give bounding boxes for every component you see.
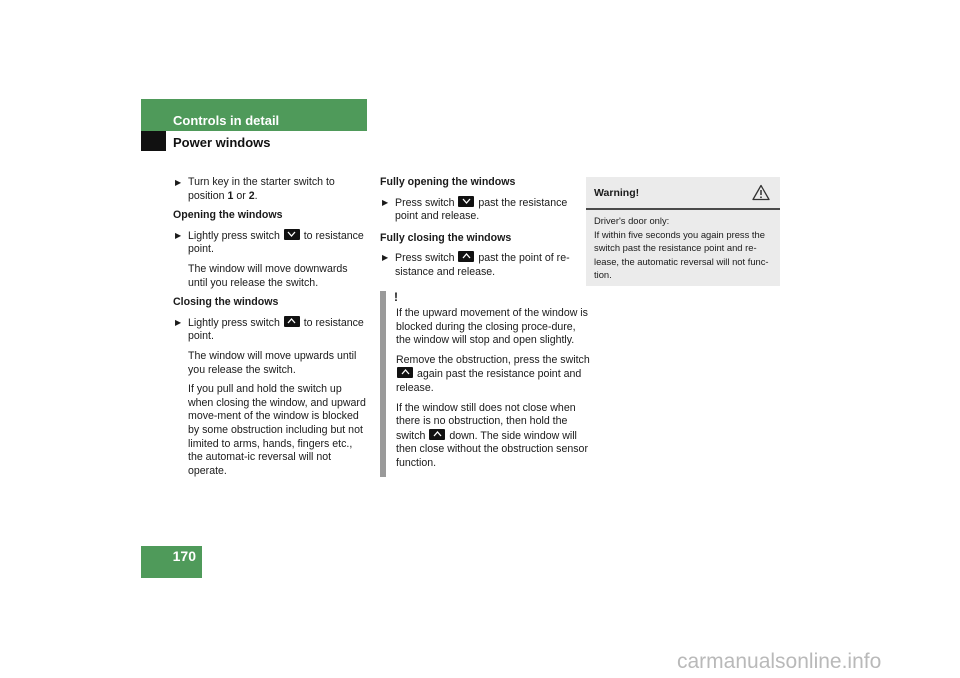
warning-heading: Warning! [594,187,640,199]
chevron-up-key-icon [458,251,474,262]
step-full-close: ▶ Press switch past the point of re-sistance and release. [382,252,570,278]
step-turn-key: ▶ Turn key in the starter switch to position 1 or 2. [175,176,335,202]
arrow-right-icon: ▶ [175,230,182,240]
watermark: carmanualsonline.info [677,650,882,673]
arrow-right-icon: ▶ [382,197,389,207]
full-open-heading: Fully opening the windows [380,176,516,188]
arrow-right-icon: ▶ [382,253,389,263]
warning-line-1: Driver's door only: [594,215,670,226]
position-1: 1 [227,189,234,202]
arrow-right-icon: ▶ [175,317,182,327]
notice-symbol: ! [394,290,398,304]
notice-para-1: If the upward movement of the window is blocked during the closing proce-dure, the window will stop and open slightly. [396,307,588,347]
page-number: 170 [172,548,196,564]
chevron-up-key-icon [397,367,413,378]
left-column [173,176,369,484]
opening-heading: Opening the windows [173,209,283,222]
warning-divider [586,208,780,210]
closing-note: If you pull and hold the switch up when closing the window, and upward move-ment of the window is blocked by some obstruction including but not limited to arms, hands, fingers etc., the automat-ic reversal will not operate. [188,383,366,477]
full-close-heading: Fully closing the windows [380,231,512,244]
chevron-down-key-icon [458,196,474,207]
warning-body [594,214,774,282]
notice-para-3: If the window still does not close when there is no obstruction, then hold the switch down. The side window will then close without the obstruction sensor function. [396,401,588,469]
right-column [380,176,576,286]
warning-box [586,177,780,286]
warning-triangle-icon [752,184,770,201]
closing-result: The window will move upwards until you release the switch. [188,349,357,376]
step-closing: ▶ Lightly press switch to resistance point. [175,316,364,343]
notice-box [380,291,592,477]
notice-para-2: Remove the obstruction, press the switch again past the resistance point and release. [396,353,590,394]
section-title: Controls in detail [173,113,280,128]
warning-text: If within five seconds you again press the switch past the resistance point and re-lease, the automatic reversal will not func-tion. [594,228,769,281]
chevron-up-key-icon [429,429,445,440]
step-opening: ▶ Lightly press switch to resistance point. [175,229,364,256]
header-marker [141,131,166,151]
opening-result: The window will move downwards until you release the switch. [188,262,348,289]
chevron-down-key-icon [284,229,300,240]
arrow-right-icon: ▶ [175,178,182,187]
step-full-open: ▶ Press switch past the resistance point and release. [382,196,568,223]
chevron-up-key-icon [284,316,300,327]
section-subtitle: Power windows [173,135,271,150]
position-2: 2 [248,189,255,202]
closing-heading: Closing the windows [173,296,279,309]
